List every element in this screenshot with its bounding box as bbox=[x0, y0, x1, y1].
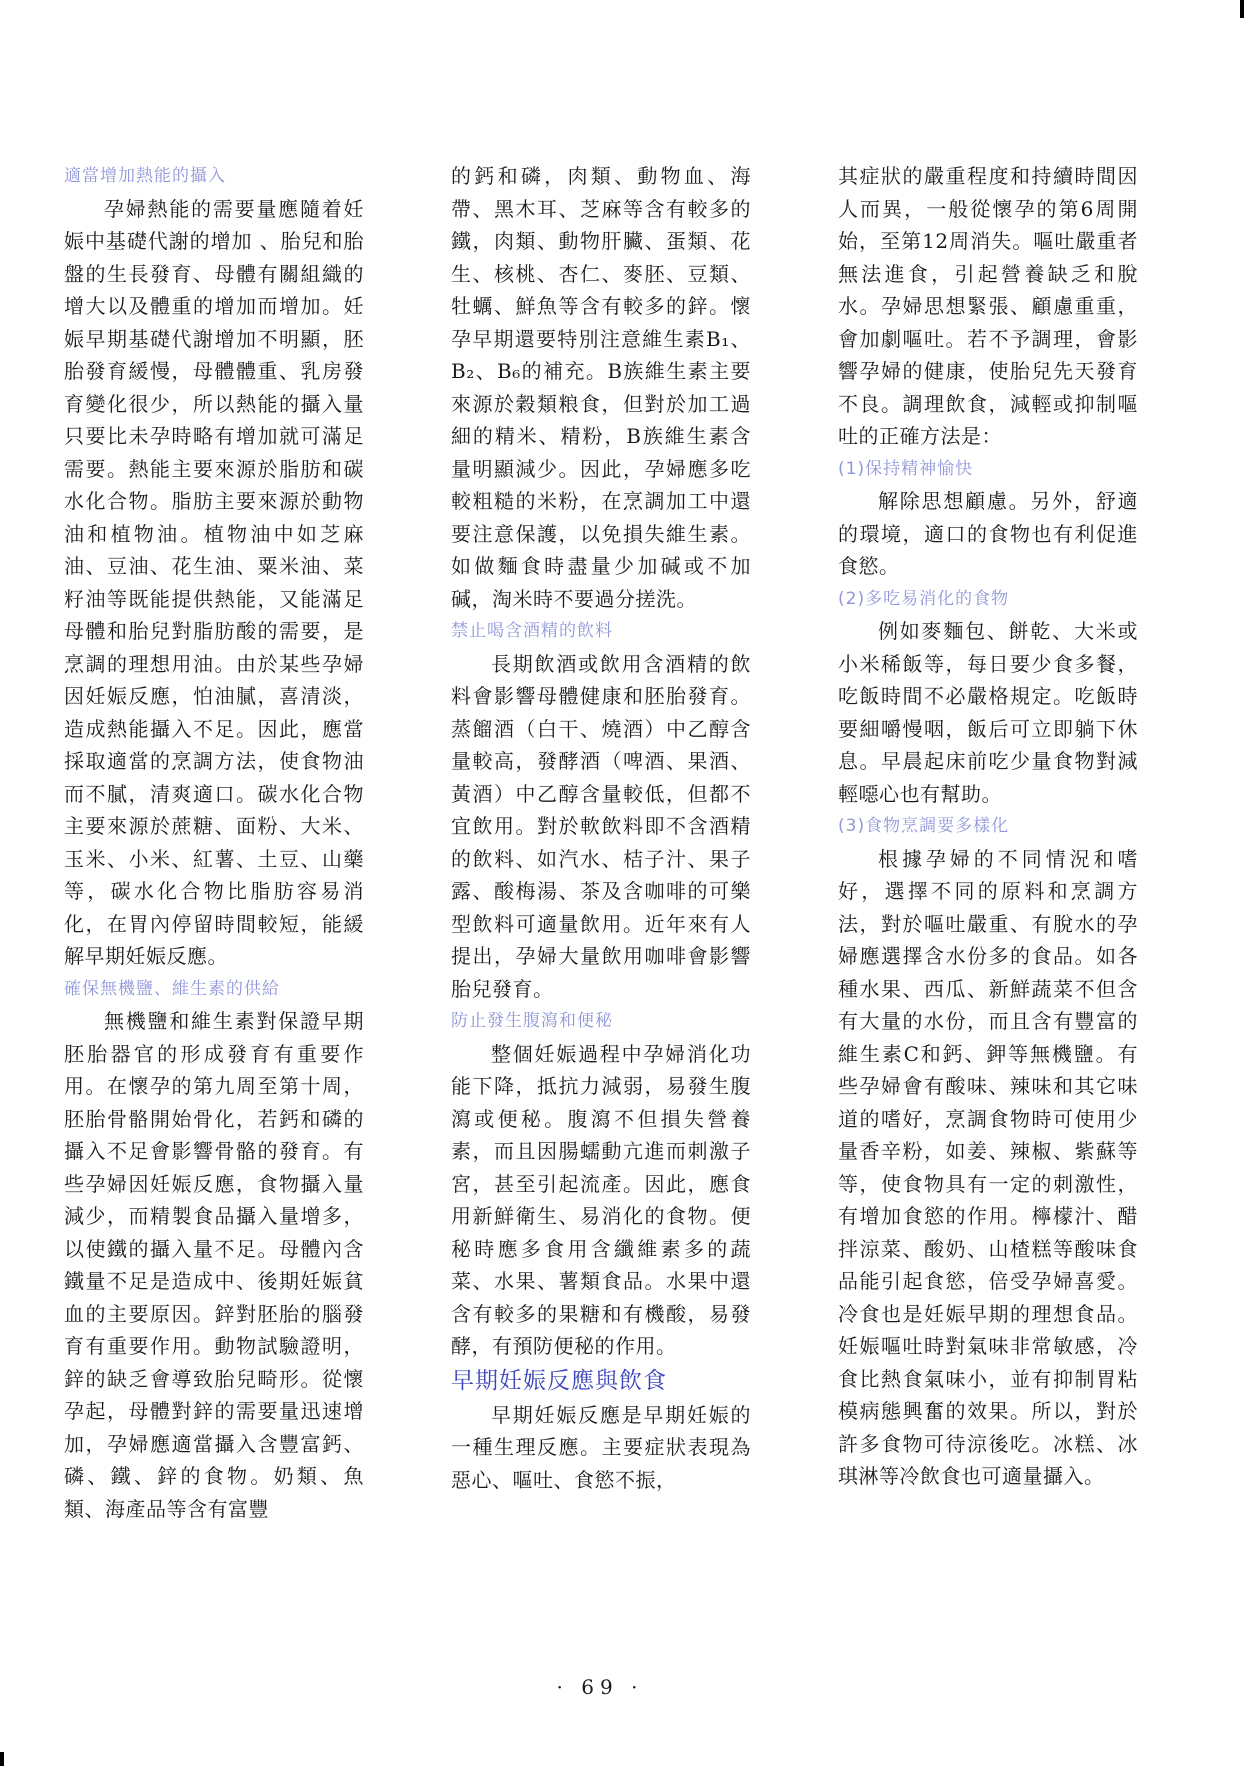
section-heading-energy: 適當增加熱能的攝入 bbox=[64, 166, 226, 186]
column-middle bbox=[451, 160, 751, 1496]
scan-edge-mark bbox=[0, 1752, 4, 1766]
column-right bbox=[838, 160, 1138, 1493]
section-heading-variety: (3)食物烹調要多樣化 bbox=[838, 816, 1010, 836]
chapter-title: 早期妊娠反應與飲食 bbox=[451, 1367, 667, 1394]
paragraph-variety: 根據孕婦的不同情況和嗜好，選擇不同的原料和烹調方法，對於嘔吐嚴重、有脫水的孕婦應選擇含水份多的食品。如各種水果、西瓜、新鮮蔬菜不但含有大量的水份，而且含有豐富的維生素C和鈣、鉀等無機鹽。有些孕婦會有酸味、辣味和其它味道的嗜好，烹調食物時可使用少量香辛粉，如姜、辣椒、紫蘇等等，使食物具有一定的刺激性，有增加食慾的作用。檸檬汁、醋拌涼菜、酸奶、山楂糕等酸味食品能引起食慾，倍受孕婦喜愛。冷食也是妊娠早期的理想食品。妊娠嘔吐時對氣味非常敏感，冷食比熱食氣味小，並有抑制胃粘模病態興奮的效果。所以，對於許多食物可待涼後吃。冰糕、冰琪淋等冷飲食也可適量攝入。 bbox=[838, 846, 1138, 1488]
paragraph-mood: 解除思想顧慮。另外，舒適的環境，適口的食物也有利促進食慾。 bbox=[838, 489, 1138, 578]
column-left bbox=[64, 160, 364, 1525]
paragraph-minerals-cont: 的鈣和磷，肉類、動物血、海帶、黑木耳、芝麻等含有較多的鐵，肉類、動物肝臟、蛋類、花生、核桃、杏仁、麥胚、豆類、牡蠣、鮮魚等含有較多的鋅。懷孕早期還要特別注意維生素B₁、B₂、B₆的補充。B族維生素主要來源於穀類粮食，但對於加工過細的精米、精粉，B族維生素含量明顯減少。因此，孕婦應多吃較粗糙的米粉，在烹調加工中還要注意保護，以免損失維生素。如做麵食時盡量少加碱或不加碱，淘米時不要過分搓洗。 bbox=[451, 164, 751, 611]
section-heading-digestion: 防止發生腹瀉和便秘 bbox=[451, 1011, 613, 1031]
section-heading-digestible: (2)多吃易消化的食物 bbox=[838, 588, 1010, 609]
section-heading-mood: (1)保持精神愉快 bbox=[838, 458, 974, 479]
paragraph-digestion: 整個妊娠過程中孕婦消化功能下降，抵抗力減弱，易發生腹瀉或便秘。腹瀉不但損失營養素，而且因腸蠕動亢進而刺激子宮，甚至引起流產。因此，應食用新鮮衛生、易消化的食物。便秘時應多食用含纖維素多的蔬菜、水果、薯類食品。水果中還含有較多的果糖和有機酸，易發酵，有預防便秘的作用。 bbox=[451, 1041, 751, 1358]
paragraph-reaction-intro: 早期妊娠反應是早期妊娠的一種生理反應。主要症狀表現為惡心、嘔吐、食慾不振， bbox=[451, 1402, 751, 1492]
paragraph-reaction-cont: 其症狀的嚴重程度和持續時間因人而異，一般從懷孕的第6周開始，至第12周消失。嘔吐嚴重者無法進食，引起營養缺乏和脫水。孕婦思想緊張、顧慮重重，會加劇嘔吐。若不予調理，會影響孕婦的健康，使胎兒先天發育不良。調理飲食，減輕或抑制嘔吐的正確方法是： bbox=[838, 164, 1138, 448]
paragraph-alcohol: 長期飲酒或飲用含酒精的飲料會影響母體健康和胚胎發育。蒸餾酒（白干、燒酒）中乙醇含量較高，發酵酒（啤酒、果酒、黃酒）中乙醇含量較低，但都不宜飲用。對於軟飲料即不含酒精的飲料、如汽水、桔子汁、果子露、酸梅湯、茶及含咖啡的可樂型飲料可適量飲用。近年來有人提出，孕婦大量飲用咖啡會影響胎兒發育。 bbox=[451, 651, 751, 1001]
section-heading-alcohol: 禁止喝含酒精的飲料 bbox=[451, 621, 613, 641]
section-heading-minerals: 確保無機鹽、維生素的供給 bbox=[64, 978, 280, 999]
paragraph-minerals: 無機鹽和維生素對保證早期胚胎器官的形成發育有重要作用。在懷孕的第九周至第十周，胚胎骨骼開始骨化，若鈣和磷的攝入不足會影響骨骼的發育。有些孕婦因妊娠反應，食物攝入量減少，而精製食品攝入量增多，以使鐵的攝入量不足。母體內含鐵量不足是造成中、後期妊娠貧血的主要原因。鋅對胚胎的腦發育有重要作用。動物試驗證明，鋅的缺乏會導致胎兒畸形。從懷孕起，母體對鋅的需要量迅速增加，孕婦應適當攝入含豐富鈣、磷、鐵、鋅的食物。奶類、魚類、海產品等含有富豐 bbox=[64, 1009, 364, 1521]
scan-edge-mark bbox=[1240, 0, 1244, 18]
page-number: · 69 · bbox=[556, 1675, 644, 1699]
paragraph-energy: 孕婦熱能的需要量應隨着妊娠中基礎代謝的增加 、胎兒和胎盤的生長發育、母體有關組織的增大以及體重的增加而增加。妊娠早期基礎代謝增加不明顯，胚胎發育緩慢，母體體重、乳房發育變化很少，所以熱能的攝入量只要比未孕時略有增加就可滿足需要。熱能主要來源於脂肪和碳水化合物。脂肪主要來源於動物油和植物油。植物油中如芝麻油、豆油、花生油、粟米油、菜籽油等既能提供熱能，又能滿足母體和胎兒對脂肪酸的需要，是烹調的理想用油。由於某些孕婦因妊娠反應，怕油膩，喜清淡，造成熱能攝入不足。因此，應當採取適當的烹調方法，使食物油而不膩，清爽適口。碳水化合物主要來源於蔗糖、面粉、大米、玉米、小米、紅薯、土豆、山藥等，碳水化合物比脂肪容易消化，在胃內停留時間較短，能緩解早期妊娠反應。 bbox=[64, 196, 364, 968]
paragraph-digestible: 例如麥麵包、餅乾、大米或小米稀飯等，每日要少食多餐，吃飯時間不必嚴格規定。吃飯時要細嚼慢咽，飯后可立即躺下休息。早晨起床前吃少量食物對減輕噁心也有幫助。 bbox=[838, 619, 1138, 806]
